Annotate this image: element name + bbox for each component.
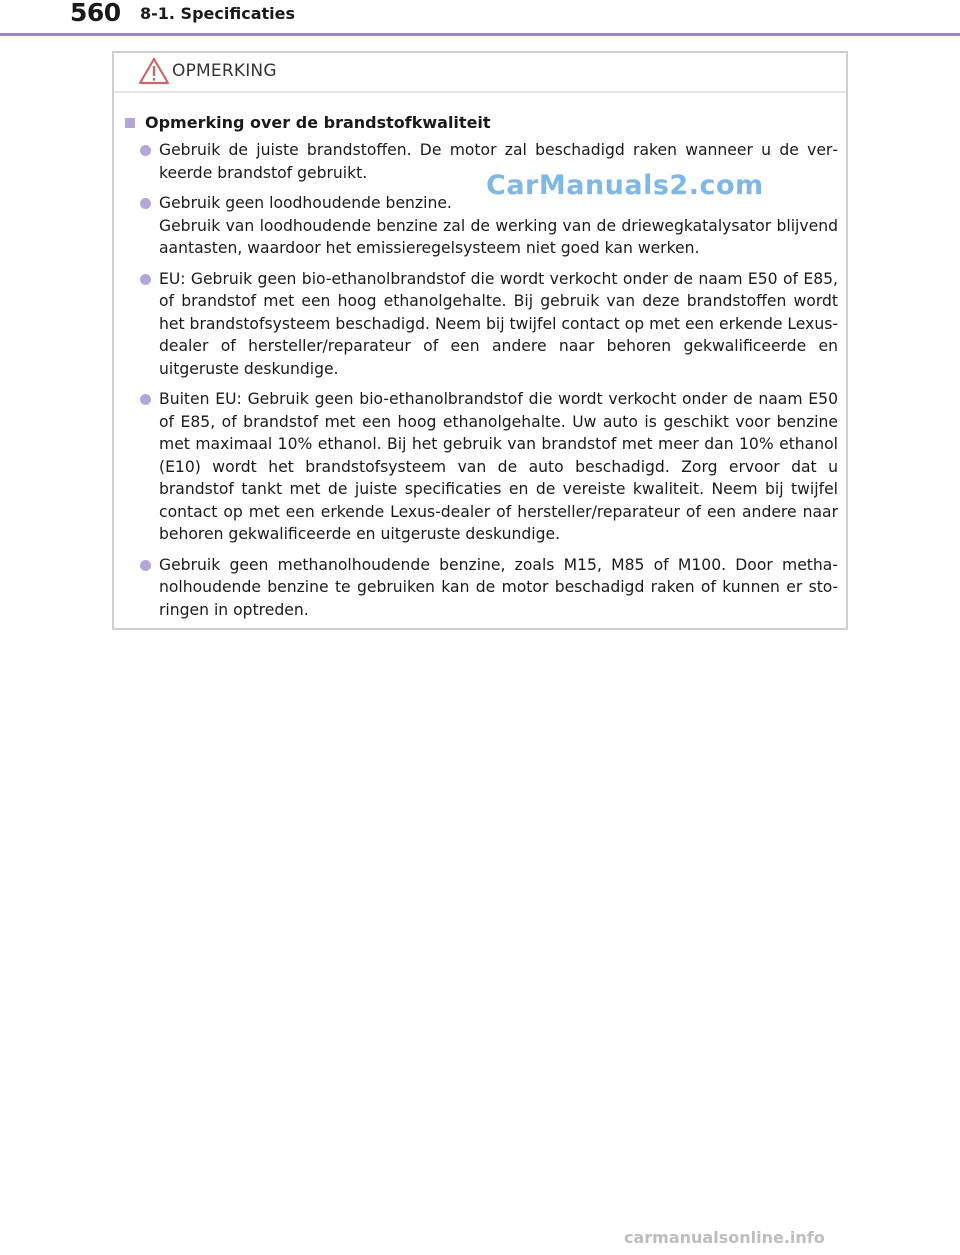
section-title: 8-1. Specificaties (140, 4, 295, 23)
list-item-text: Gebruik geen loodhoudende benzine. (159, 194, 452, 212)
square-bullet-icon (125, 118, 135, 128)
page-header (0, 0, 960, 34)
round-bullet-icon (140, 198, 151, 209)
note-header (114, 53, 846, 93)
list-item-text: EU: Gebruik geen bio-ethanolbrandstof die wordt verkocht onder de naam E50 of E85, of brandstof met een hoog ethanolgehalte. Bij gebruik van deze brandstoffen wordt het brandstofsysteem beschadigd. Neem bij twijfel contact op met een erkende Lexus-dealer of hersteller/reparateur of een andere naar behoren gekwalificeerde en uitgeruste deskundige. (159, 269, 838, 378)
subheading-text: Opmerking over de brandstofkwaliteit (145, 113, 491, 132)
list-item (114, 139, 846, 184)
round-bullet-icon (140, 560, 151, 571)
bullet-list (114, 139, 846, 629)
round-bullet-icon (140, 394, 151, 405)
watermark-carmanuals2: CarManuals2.com (486, 170, 764, 201)
list-item-text: Gebruik de juiste brandstoffen. De motor zal beschadigd raken wanneer u de verkeerde brandstof gebruikt. (159, 141, 838, 182)
list-item (114, 388, 846, 546)
watermark-carmanualsonline: carmanualsonline.info (624, 1228, 825, 1247)
page-number: 560 (70, 0, 121, 27)
list-item-text: Buiten EU: Gebruik geen bio-ethanolbrandstof die wordt verkocht onder de naam E50 of E85, of brandstof met een hoog ethanolgehalte. Uw auto is geschikt voor benzine met maximaal 10% ethanol. Bij het gebruik van brandstof met meer dan 10% ethanol (E10) wordt het brandstofsysteem van de auto beschadigd. Zorg ervoor dat u brandstof tankt met de juiste specificaties en de vereiste kwaliteit. Neem bij twijfel contact op met een erkende Lexus-dealer of hersteller/reparateur of een andere naar behoren gekwalificeerde en uitgeruste deskundige. (159, 390, 838, 543)
warning-triangle-icon (138, 57, 170, 86)
list-item-text: Gebruik van loodhoudende benzine zal de werking van de driewegkatalysator blijvend aantasten, waardoor het emissieregelsysteem niet goed kan werken. (159, 216, 838, 257)
list-item-text: Gebruik geen methanolhoudende benzine, zoals M15, M85 of M100. Door methanolhoudende benzine te gebruiken kan de motor beschadigd raken of kunnen er storingen in optreden. (159, 555, 838, 619)
round-bullet-icon (140, 274, 151, 285)
list-item (114, 554, 846, 622)
caution-note-box (112, 51, 848, 630)
list-item (114, 268, 846, 381)
note-subheading (124, 113, 824, 132)
header-divider (0, 33, 960, 36)
round-bullet-icon (140, 145, 151, 156)
note-title: OPMERKING (172, 61, 277, 81)
list-item (114, 192, 846, 260)
